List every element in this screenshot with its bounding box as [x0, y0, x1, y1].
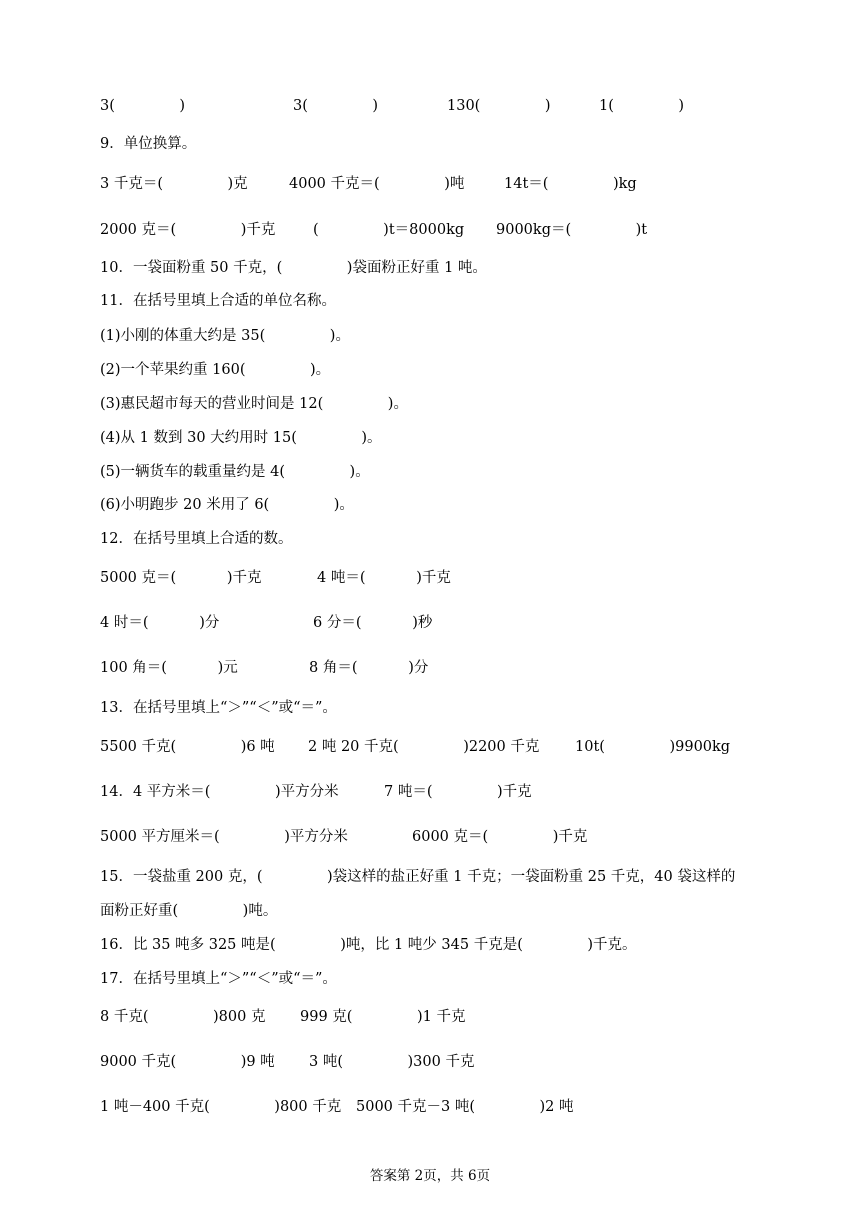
- conversion-item: 3 千克＝( )克: [100, 176, 248, 192]
- q11-item: (2)一个苹果约重 160( )。: [100, 362, 331, 378]
- compare-item: 10t( )9900kg: [575, 739, 731, 755]
- compare-item: 8 千克( )800 克: [100, 1009, 266, 1025]
- compare-item: 2 吨 20 千克( )2200 千克: [308, 739, 540, 755]
- q15-line-1: 15．一袋盐重 200 克，( )袋这样的盐正好重 1 千克；一袋面粉重 25 千克，40 袋这样的: [100, 869, 736, 885]
- conversion-item: 14t＝( )kg: [504, 176, 637, 192]
- conversion-item: 14．4 平方米＝( )平方分米: [100, 784, 339, 800]
- conversion-item: 9000kg＝( )t: [496, 222, 648, 238]
- conversion-item: 6000 克＝( )千克: [412, 829, 588, 845]
- compare-item: 5500 千克( )6 吨: [100, 739, 275, 755]
- fill-item: 5000 克＝( )千克: [100, 570, 262, 586]
- q13-title: 13．在括号里填上“＞”“＜”或“＝”。: [100, 700, 337, 716]
- q11-title: 11．在括号里填上合适的单位名称。: [100, 293, 336, 309]
- blank-item: 3( ): [100, 98, 186, 114]
- q11-item: (3)惠民超市每天的营业时间是 12( )。: [100, 396, 408, 412]
- compare-item: 999 克( )1 千克: [300, 1009, 466, 1025]
- blank-item: 3( ): [293, 98, 379, 114]
- compare-item: 9000 千克( )9 吨: [100, 1054, 275, 1070]
- q9-title: 9．单位换算。: [100, 136, 197, 152]
- conversion-item: 4000 千克＝( )吨: [289, 176, 465, 192]
- q11-item: (1)小刚的体重大约是 35( )。: [100, 328, 350, 344]
- q15-line-2: 面粉正好重( )吨。: [100, 903, 278, 919]
- q11-item: (6)小明跑步 20 米用了 6( )。: [100, 497, 354, 513]
- fill-item: 100 角＝( )元: [100, 660, 238, 676]
- q12-title: 12．在括号里填上合适的数。: [100, 531, 293, 547]
- page-footer: 答案第 2页，共 6页: [369, 1168, 491, 1184]
- fill-item: 8 角＝( )分: [309, 660, 429, 676]
- q17-title: 17．在括号里填上“＞”“＜”或“＝”。: [100, 971, 337, 987]
- fill-item: 4 吨＝( )千克: [317, 570, 451, 586]
- compare-item: 1 吨－400 千克( )800 千克: [100, 1099, 342, 1115]
- blank-item: 130( ): [447, 98, 551, 114]
- conversion-item: 5000 平方厘米＝( )平方分米: [100, 829, 348, 845]
- conversion-item: ( )t＝8000kg: [313, 222, 465, 238]
- fill-item: 6 分＝( )秒: [313, 615, 433, 631]
- q11-item: (5)一辆货车的载重量约是 4( )。: [100, 464, 370, 480]
- conversion-item: 2000 克＝( )千克: [100, 222, 276, 238]
- blank-item: 1( ): [599, 98, 685, 114]
- q10: 10．一袋面粉重 50 千克，( )袋面粉正好重 1 吨。: [100, 260, 487, 276]
- compare-item: 5000 千克－3 吨( )2 吨: [356, 1099, 574, 1115]
- q11-item: (4)从 1 数到 30 大约用时 15( )。: [100, 430, 382, 446]
- q16: 16．比 35 吨多 325 吨是( )吨，比 1 吨少 345 千克是( )千克。: [100, 937, 637, 953]
- compare-item: 3 吨( )300 千克: [309, 1054, 475, 1070]
- fill-item: 4 时＝( )分: [100, 615, 220, 631]
- conversion-item: 7 吨＝( )千克: [384, 784, 532, 800]
